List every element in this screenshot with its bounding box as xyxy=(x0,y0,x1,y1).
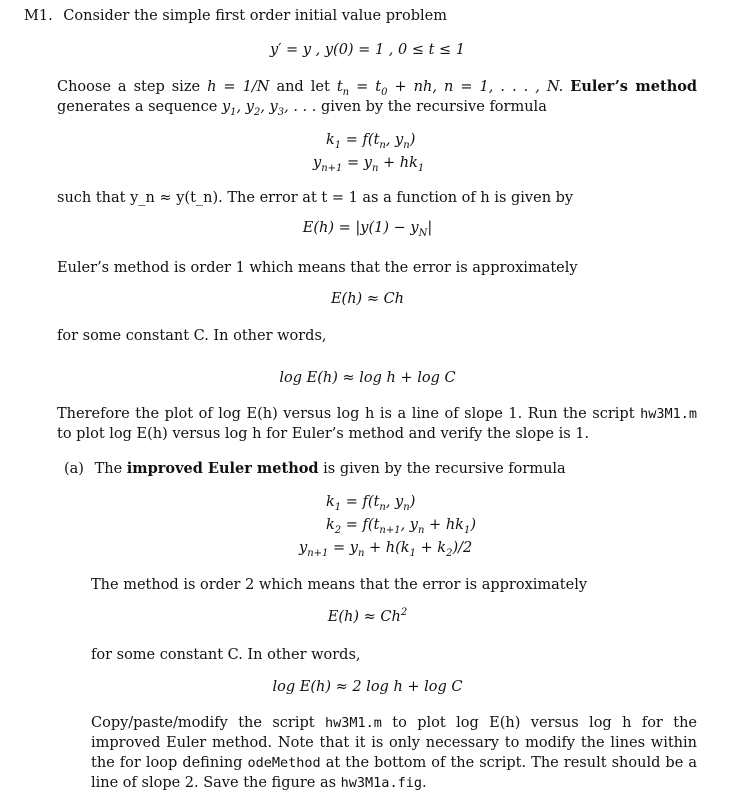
copy-text-1: Copy/paste/modify the script xyxy=(91,715,315,731)
therefore-text-1: Therefore the plot of log E(h) versus log h is a line of slope 1. Run the script xyxy=(57,406,635,422)
error-approx-order1: E(h) ≈ Ch xyxy=(330,291,405,307)
euler-k1: $k_1 = f(t_n$, $y_n$) xyxy=(326,132,416,151)
log-relation-1: log E(h) ≈ log h + log C xyxy=(279,370,456,386)
step-tn: $t_n = t_0$ + nh, n = 1, . . . , N. xyxy=(336,79,564,98)
error-approx-order2: $E(h) \approx Ch^2$ xyxy=(327,607,408,625)
step-text-1: Choose a step size xyxy=(57,79,201,95)
euler-method-term: Euler’s method xyxy=(570,78,698,95)
therefore-text-2: to plot log E(h) versus log h for Euler’s method and verify the slope is 1. xyxy=(57,426,590,442)
improved-euler-term: improved Euler method xyxy=(126,460,319,477)
problem-intro: Consider the simple first order initial value problem xyxy=(63,8,447,24)
error-definition: $E(h) = |y(1) - y_N|$ xyxy=(302,220,433,239)
problem-label: M1. xyxy=(24,8,53,24)
script-name-1: hw3M1.m xyxy=(640,406,698,422)
ode-method-name: odeMethod xyxy=(247,755,321,771)
copy-text-3: at the bottom of the script. The result should be a line of slope 2. Save the figure as xyxy=(91,755,697,791)
ivp-equation: y′ = y , y(0) = 1 , 0 ≤ t ≤ 1 xyxy=(269,42,466,58)
part-a-the: The xyxy=(94,461,123,477)
copy-paragraph xyxy=(91,713,697,793)
improved-k2: $k_2 = f(t_{n+1}$, $y_n + hk_1$) xyxy=(326,517,476,536)
therefore-paragraph xyxy=(57,404,697,444)
improved-k1: $k_1 = f(t_n$, $y_n$) xyxy=(326,494,416,513)
problem-intro-line xyxy=(24,8,447,24)
step-text-4: given by the recursive formula xyxy=(321,99,547,115)
order1-text: Euler’s method is order 1 which means that the error is approximately xyxy=(57,260,578,276)
step-text-3: generates a sequence xyxy=(57,99,218,115)
figure-file-name: hw3M1a.fig xyxy=(340,775,422,791)
other-words-1: for some constant C. In other words, xyxy=(57,328,327,344)
log-relation-2: log E(h) ≈ 2 log h + log C xyxy=(272,679,463,695)
step-text-2: and let xyxy=(276,79,330,95)
period: . xyxy=(421,775,427,791)
script-name-2: hw3M1.m xyxy=(324,715,382,731)
improved-update: $y_{n+1} = y_n + h(k_1 + k_2)/2$ xyxy=(299,540,473,559)
euler-update: $y_{n+1} = y_n + hk_1$ xyxy=(313,155,425,174)
order2-text: The method is order 2 which means that the error is approximately xyxy=(91,577,588,593)
other-words-2: for some constant C. In other words, xyxy=(91,647,361,663)
part-a-given-by: is given by the recursive formula xyxy=(323,461,566,477)
part-a-label: (a) xyxy=(64,461,84,477)
step-size-paragraph xyxy=(57,77,697,117)
part-a-intro xyxy=(64,460,566,477)
such-that-text: such that y_n ≈ y(t_n). The error at t = 1 as a function of h is given by xyxy=(57,190,574,206)
sequence: $y_1$, $y_2$, $y_3$, . . . xyxy=(221,99,317,118)
step-h: h = 1/N xyxy=(207,79,270,95)
copy-text-2: to plot log E(h) versus log h for the improved Euler method. Note that it is only necessary to modify the lines within the for loop defining xyxy=(91,715,697,771)
